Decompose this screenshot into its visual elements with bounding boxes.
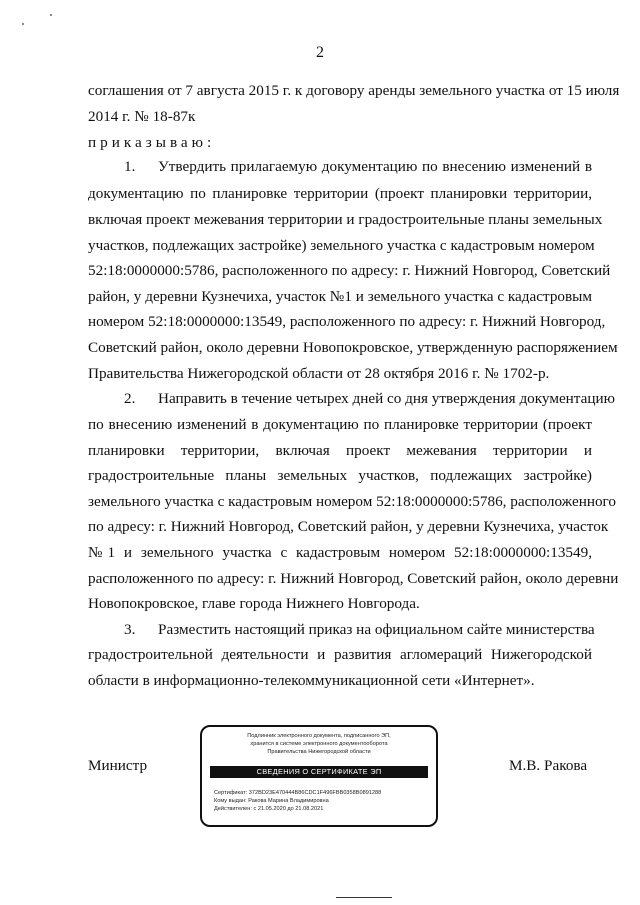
item1-line-9: Правительства Нижегородской области от 28 октября 2016 г. № 1702-р. [88,365,550,382]
order-word: приказываю: [88,134,216,151]
item2-line-4: градостроительные планы земельных участков, подлежащих застройке) [88,467,592,484]
intro-line-2: 2014 г. № 18-87к [88,108,196,125]
certificate-stamp [200,725,438,827]
item2-line-6: по адресу: г. Нижний Новгород, Советский район, у деревни Кузнечиха, участок [88,518,609,535]
item1-line-4: участков, подлежащих застройке) земельного участка с кадастровым номером [88,237,595,254]
stamp-header [210,732,428,756]
item2-text-1: Направить в течение четырех дней со дня утверждения документацию [158,390,615,407]
page-number: 2 [316,44,324,61]
item3-number: 3. [124,621,136,638]
item2-line-9: Новопокровское, главе города Нижнего Новгорода. [88,595,420,612]
item1-line-7: номером 52:18:0000000:13549, расположенного по адресу: г. Нижний Новгород, [88,313,606,330]
item1-number: 1. [124,158,136,175]
item1-line-2: документацию по планировке территории (проект планировки территории, [88,185,592,202]
item2-line-1 [124,389,615,409]
certificate-validity: Действителен: с 21.05.2020 до 21.08.2021 [214,806,324,812]
certificate-owner: Кому выдан: Ракова Марина Владимировна [214,798,329,804]
stamp-head-line-3: Правительства Нижегородской области [267,749,371,755]
item1-line-1 [124,157,592,177]
item2-line-3: планировки территории, включая проект межевания территории и [88,442,592,459]
stamp-head-line-1: Подлинник электронного документа, подписанного ЭП, [247,733,391,739]
item1-line-6: район, у деревни Кузнечиха, участок №1 и земельного участка с кадастровым [88,288,592,305]
stamp-title-bar: СВЕДЕНИЯ О СЕРТИФИКАТЕ ЭП [210,766,428,778]
signatory-name: М.В. Ракова [509,757,588,774]
signatory-title: Министр [88,757,148,774]
intro-line-1: соглашения от 7 августа 2015 г. к договору аренды земельного участка от 15 июля [88,82,620,99]
item3-line-3: области в информационно-телекоммуникационной сети «Интернет». [88,672,535,689]
scan-speck [50,14,52,16]
item2-line-7: №1 и земельного участка с кадастровым номером 52:18:0000000:13549, [88,544,592,561]
item2-line-5: земельного участка с кадастровым номером 52:18:0000000:5786, расположенного [88,493,616,510]
item2-line-2: по внесению изменений в документацию по планировке территории (проект [88,416,592,433]
footer-rule [336,897,392,898]
item1-line-8: Советский район, около деревни Новопокровское, утвержденную распоряжением [88,339,618,356]
stamp-head-line-2: хранится в системе электронного документооборота [250,741,388,747]
item3-line-2: градостроительной деятельности и развития агломераций Нижегородской [88,646,592,663]
item2-line-8: расположенного по адресу: г. Нижний Новгород, Советский район, около деревни [88,570,619,587]
item1-line-3: включая проект межевания территории и градостроительные планы земельных [88,211,603,228]
stamp-details [214,789,428,813]
item3-text-1: Разместить настоящий приказ на официальном сайте министерства [158,621,595,638]
item1-line-5: 52:18:0000000:5786, расположенного по адресу: г. Нижний Новгород, Советский [88,262,611,279]
item1-text-1: Утвердить прилагаемую документацию по внесению изменений в [158,158,592,175]
item3-line-1 [124,620,595,640]
certificate-id: Сертификат: 372BD23E470444B86CDC1F496FBB0358B0891288 [214,790,382,796]
item2-number: 2. [124,390,136,407]
scan-speck [22,23,24,25]
